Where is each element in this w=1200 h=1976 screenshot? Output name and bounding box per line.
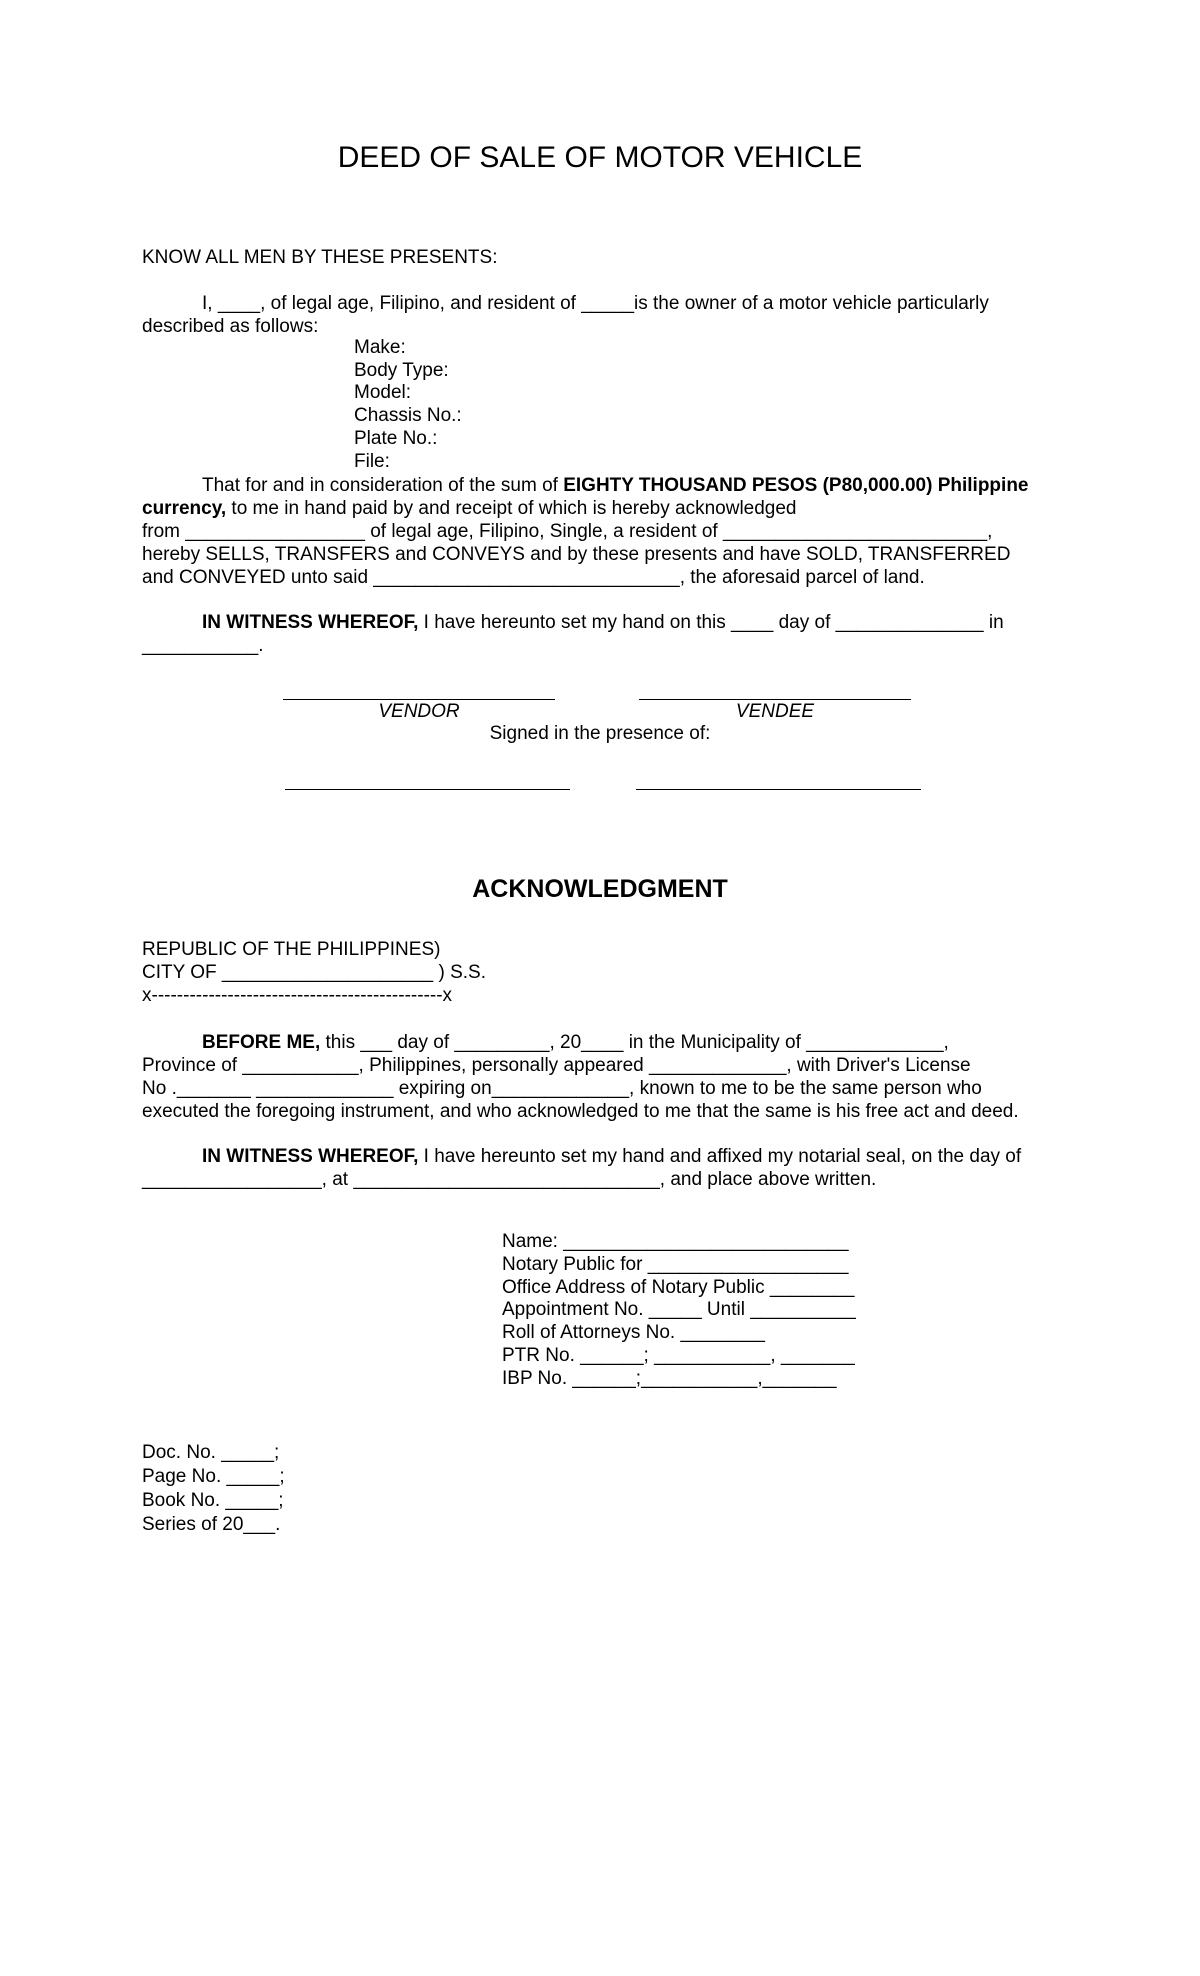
presence-text: Signed in the presence of: (489, 723, 711, 744)
consideration-line-4: hereby SELLS, TRANSFERS and CONVEYS and by these presents and have SOLD, TRANSFERRED (142, 544, 1011, 565)
vehicle-field: Body Type: (354, 359, 449, 381)
consideration-line-2: currency, to me in hand paid by and receipt of which is hereby acknowledged (142, 498, 797, 519)
witness-signature-line-1 (285, 789, 570, 790)
owner-paragraph (142, 292, 1058, 338)
before-line-1: BEFORE ME, this ___ day of _________, 20____ in the Municipality of _____________, (202, 1032, 949, 1053)
doc-number-field: Book No. _____; (142, 1490, 284, 1511)
document-title: DEED OF SALE OF MOTOR VEHICLE (337, 141, 863, 174)
notary-field: Name: ___________________________ (502, 1231, 849, 1252)
vendee-label: VENDEE (735, 701, 815, 722)
venue-block (142, 938, 1058, 1007)
vehicle-field: Model: (354, 382, 412, 404)
vehicle-field: Chassis No.: (354, 405, 462, 427)
doc-number-field: Doc. No. _____; (142, 1442, 280, 1463)
notary-field: Notary Public for ___________________ (502, 1253, 849, 1275)
vendor-label: VENDOR (378, 701, 460, 722)
notary-field: Roll of Attorneys No. ________ (502, 1322, 766, 1344)
witness-line-1: IN WITNESS WHEREOF, I have hereunto set my hand on this ____ day of ______________ in (202, 612, 1004, 633)
venue-line-2: CITY OF ____________________ ) S.S. (142, 962, 487, 983)
witness-paragraph (142, 611, 1058, 657)
amount-text: EIGHTY THOUSAND PESOS (P80,000.00) Philippine (563, 475, 1029, 496)
doc-number-field: Series of 20___. (142, 1514, 281, 1535)
before-line-4: executed the foregoing instrument, and who acknowledged to me that the same is his free act and deed. (142, 1101, 1019, 1122)
notary-field: PTR No. ______; ___________, _______ (502, 1344, 855, 1366)
notarial-witness-paragraph (142, 1145, 1058, 1191)
vehicle-field: Plate No.: (354, 427, 438, 449)
consideration-line-5: and CONVEYED unto said _____________________________, the aforesaid parcel of land. (142, 567, 925, 588)
vehicle-fields-list (354, 337, 462, 473)
consideration-line-3: from _________________ of legal age, Filipino, Single, a resident of _________________________, (142, 521, 993, 542)
intro-text: KNOW ALL MEN BY THESE PRESENTS: (142, 247, 498, 268)
notary-block (502, 1231, 856, 1391)
acknowledgment-title: ACKNOWLEDGMENT (472, 875, 728, 903)
doc-number-block (142, 1441, 285, 1537)
notary-field: Office Address of Notary Public ________ (502, 1276, 855, 1298)
owner-line-2: described as follows: (142, 316, 319, 337)
before-line-3: No ._______ _____________ expiring on_____________, known to me to be the same person who (142, 1078, 982, 1099)
before-line-2: Province of ___________, Philippines, personally appeared _____________, with Driver's License (142, 1055, 971, 1076)
owner-line-1: I, ____, of legal age, Filipino, and resident of _____is the owner of a motor vehicle particularly (202, 293, 989, 314)
notarial-witness-line-1: IN WITNESS WHEREOF, I have hereunto set my hand and affixed my notarial seal, on the day of (202, 1146, 1022, 1167)
witness-signature-line-2 (636, 789, 921, 790)
notarial-witness-line-2: _________________, at _____________________________, and place above written. (142, 1169, 877, 1190)
consideration-paragraph (142, 474, 1058, 589)
before-me-paragraph (142, 1031, 1058, 1123)
venue-line-1: REPUBLIC OF THE PHILIPPINES) (142, 939, 441, 960)
notary-field: Appointment No. _____ Until __________ (502, 1299, 856, 1321)
vehicle-field: Make: (354, 337, 406, 358)
consideration-line-1: That for and in consideration of the sum of EIGHTY THOUSAND PESOS (P80,000.00) Philippine (202, 475, 1029, 496)
vehicle-field: File: (354, 450, 390, 472)
doc-number-field: Page No. _____; (142, 1466, 285, 1487)
notary-field: IBP No. ______;___________,_______ (502, 1367, 837, 1389)
witness-line-2: ___________. (142, 635, 264, 656)
venue-line-3: x----------------------------------------------x (142, 985, 453, 1006)
